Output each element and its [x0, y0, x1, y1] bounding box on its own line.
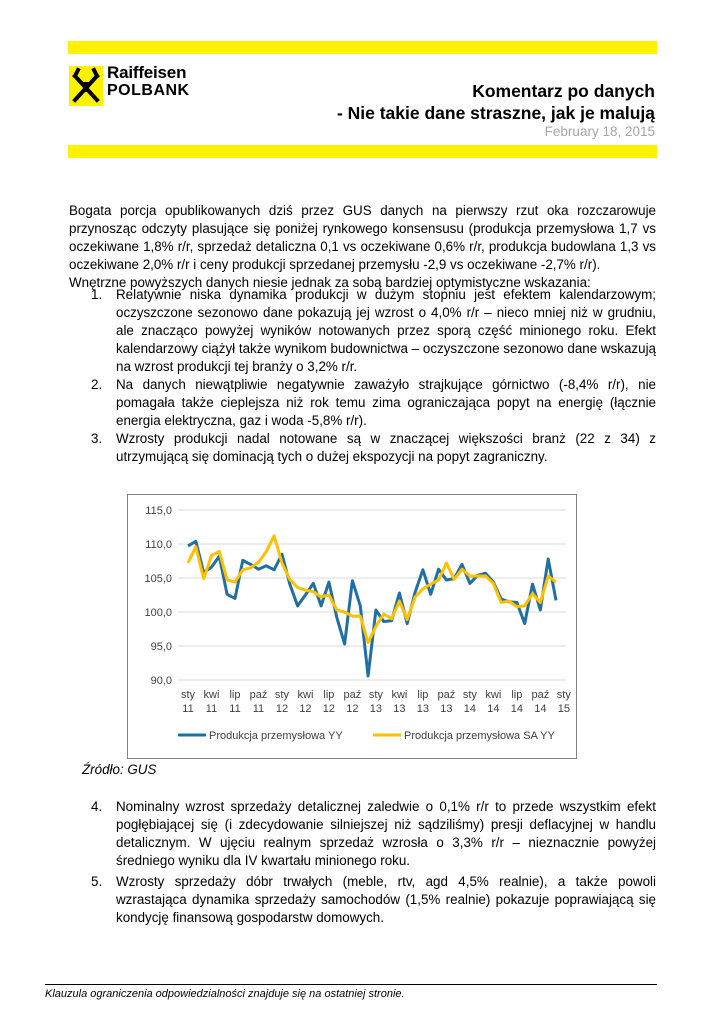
x-tick-label-year: 11 — [182, 703, 194, 715]
x-tick-label: kwi — [391, 689, 408, 701]
logo-wordmark — [107, 64, 190, 100]
x-tick-label: lip — [229, 689, 241, 701]
publication-date: February 18, 2015 — [544, 124, 655, 139]
list-item-text: Wzrosty sprzedaży dóbr trwałych (meble, rtv, agd 4,5% realnie), a także powoli wzrastająca dynamika sprzedaży samochodów (1,5% realnie) pokazuje poprawiającą się kondycję finansową gospodarstw domowych. — [116, 874, 656, 925]
x-tick-label: lip — [323, 689, 335, 701]
x-tick-label: kwi — [297, 689, 314, 701]
list-item — [69, 798, 656, 870]
x-tick-label-year: 12 — [346, 703, 359, 715]
list-item-number: 5. — [91, 874, 103, 889]
x-tick-label-year: 11 — [229, 703, 241, 715]
x-tick-label: kwi — [203, 689, 220, 701]
x-tick-label: lip — [417, 689, 429, 701]
list-item-number: 3. — [91, 431, 103, 446]
x-tick-label: kwi — [485, 689, 502, 701]
footer-divider — [45, 984, 657, 985]
list-item — [69, 873, 656, 927]
x-tick-label-year: 13 — [440, 703, 453, 715]
x-tick-label-year: 11 — [252, 703, 265, 715]
disclaimer-note: Klauzula ograniczenia odpowiedzialności znajduje się na ostatniej stronie. — [45, 988, 405, 1000]
series-line-1 — [188, 541, 556, 676]
x-tick-label: sty — [274, 689, 289, 701]
x-tick-label-year: 12 — [299, 703, 312, 715]
page-title — [337, 80, 655, 124]
y-tick-label: 100,0 — [144, 607, 172, 619]
header-yellow-bar-bottom — [68, 145, 657, 158]
logo-line2: POLBANK — [107, 82, 190, 99]
y-tick-label: 95,0 — [150, 641, 172, 653]
x-tick-label-year: 14 — [487, 703, 500, 715]
legend-label-1: Produkcja przemysłowa YY — [209, 730, 343, 742]
x-tick-label-year: 13 — [393, 703, 406, 715]
x-tick-label: sty — [556, 689, 571, 701]
list-item-number: 4. — [91, 799, 103, 814]
x-tick-label-year: 14 — [510, 703, 523, 715]
y-tick-label: 115,0 — [145, 505, 172, 517]
intro-last-line: Wnętrzne powyższych danych niesie jednak za sobą bardziej optymistyczne wskazania: — [69, 275, 591, 290]
x-tick-label-year: 13 — [369, 703, 383, 715]
x-tick-label: lip — [511, 689, 523, 701]
x-tick-label: paź — [343, 689, 362, 701]
x-tick-label: sty — [180, 689, 196, 701]
list-item-number: 1. — [91, 287, 103, 302]
legend-label-2: Produkcja przemysłowa SA YY — [404, 730, 555, 742]
points-list-1 — [69, 286, 656, 466]
x-tick-label: sty — [462, 689, 477, 701]
list-item — [69, 286, 656, 376]
x-tick-label-year: 14 — [534, 703, 547, 715]
chart-source: Źródło: GUS — [82, 762, 157, 777]
x-tick-label-year: 11 — [205, 703, 218, 715]
intro-paragraph — [69, 202, 656, 292]
chart-svg — [128, 495, 576, 758]
list-item — [69, 430, 656, 466]
title-line2: - Nie takie dane straszne, jak je malują — [336, 103, 655, 123]
list-item — [69, 376, 656, 430]
intro-body: Bogata porcja opublikowanych dziś przez GUS danych na pierwszy rzut oka rozczarowuje przynosząc odczyty plasujące się poniżej rynkowego konsensusu (produkcja przemysłowa 1,7 vs oczekiwane 1,8% r/r, sprzedaż detaliczna 0,1 vs oczekiwane 0,6% r/r, produkcja budowlana 1,3 vs oczekiwane 2,0% r/r i ceny produkcji sprzedanej przemysłu -2,9 vs oczekiwane -2,7% r/r). — [69, 203, 656, 272]
y-tick-label: 110,0 — [145, 539, 172, 551]
series-line-2 — [188, 536, 556, 643]
title-line1: Komentarz po danych — [472, 81, 655, 101]
y-tick-label: 105,0 — [144, 573, 172, 585]
list-item-number: 2. — [91, 377, 103, 392]
y-tick-label: 90,0 — [150, 675, 172, 687]
x-tick-label-year: 15 — [557, 703, 570, 715]
logo-emblem-icon — [69, 66, 103, 106]
x-tick-label: sty — [368, 689, 383, 701]
x-tick-label: paź — [249, 689, 268, 701]
x-tick-label-year: 13 — [416, 703, 430, 715]
list-item-text: Nominalny wzrost sprzedaży detalicznej zaledwie o 0,1% r/r to przede wszystkim efekt pogłębiającej się (i zdecydowanie silniejszej niż sądziliśmy) presji deflacyjnej w handlu detalicznym. W ujęciu realnym sprzedaż wzrosła o 3,3% r/r – nieznacznie powyżej średniego wyniku dla IV kwartału minionego roku. — [116, 799, 656, 868]
logo-line1: Raiffeisen — [107, 63, 187, 82]
points-list-2 — [69, 798, 656, 927]
header-yellow-bar — [68, 41, 657, 54]
x-tick-label-year: 14 — [463, 703, 476, 715]
list-item-text: Wzrosty produkcji nadal notowane są w znaczącej większości branż (22 z 34) z utrzymującą się dominacją tych o dużej ekspozycji na popyt zagraniczny. — [116, 431, 656, 464]
production-chart — [127, 494, 577, 759]
list-item-text: Na danych niewątpliwie negatywnie zaważyło strajkujące górnictwo (-8,4% r/r), nie pomagała także cieplejsza niż rok temu zima ograniczająca popyt na energię (łącznie energia elektryczna, gaz i woda -5,8% r/r). — [116, 377, 656, 428]
x-tick-label: paź — [437, 689, 456, 701]
x-tick-label-year: 12 — [275, 703, 289, 715]
list-item-text: Relatywnie niska dynamika produkcji w dużym stopniu jest efektem kalendarzowym; oczyszczone sezonowo dane pokazują jej wzrost o 4,0% r/r – nieco mniej niż w grudniu, ale znacząco powyżej wyników notowanych przez sporą część minionego roku. Efekt kalendarzowy ciążył także wynikom budownictwa – oczyszczone sezonowo dane wskazują na wzrost produkcji tej branży o 3,2% r/r. — [116, 287, 656, 374]
raiffeisen-polbank-logo — [69, 64, 199, 108]
x-tick-label: paź — [531, 689, 550, 701]
x-tick-label-year: 12 — [322, 703, 336, 715]
